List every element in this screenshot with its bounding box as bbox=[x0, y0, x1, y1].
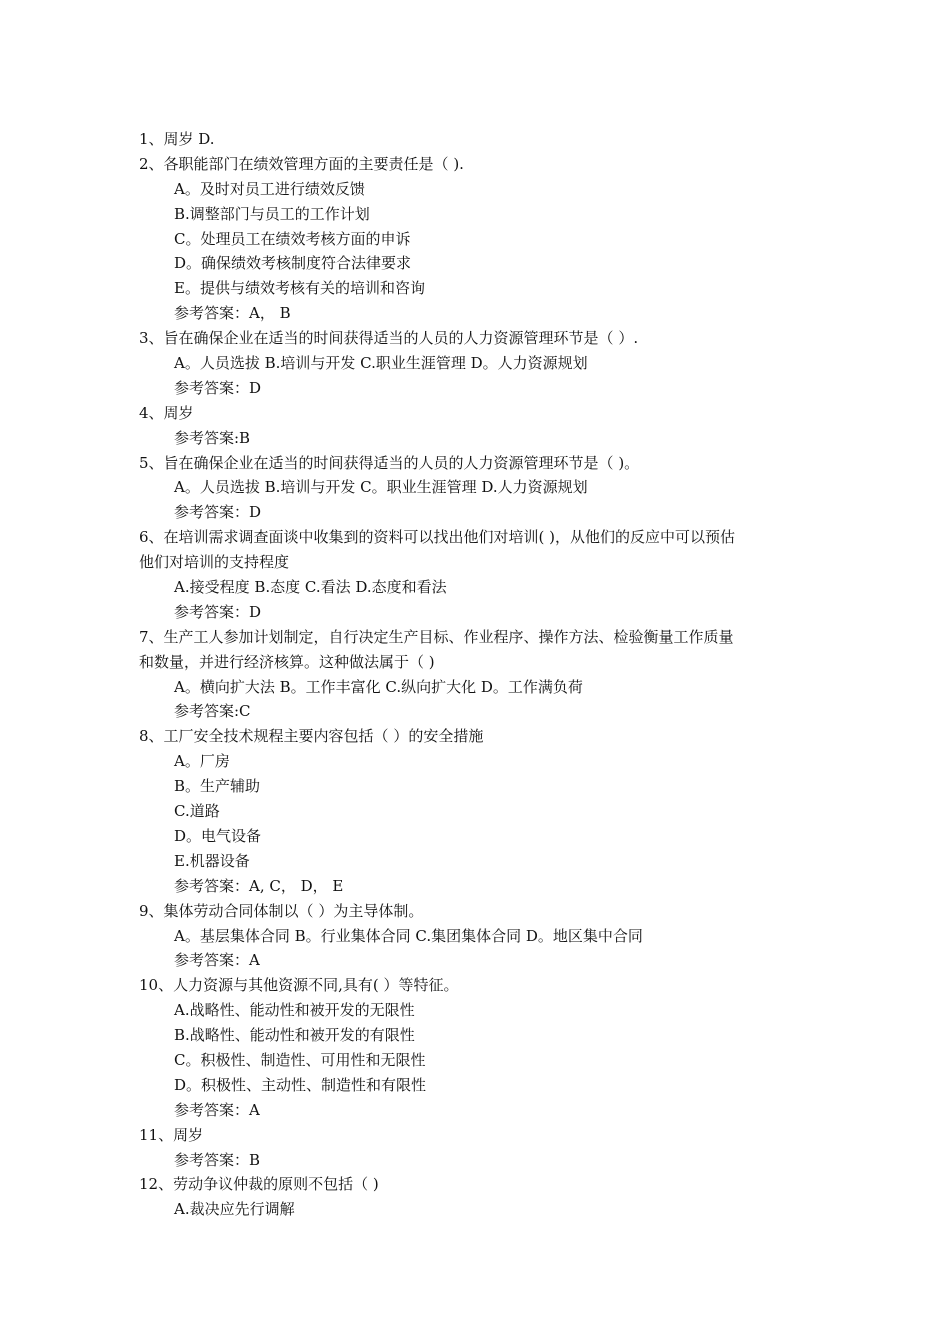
option-line: 参考答案：B bbox=[174, 1150, 261, 1169]
question-line: 9、集体劳动合同体制以（ ）为主导体制。 bbox=[139, 901, 424, 920]
option-line: A。人员选拔 B.培训与开发 C。职业生涯管理 D.人力资源规划 bbox=[174, 478, 588, 497]
question-line: 5、旨在确保企业在适当的时间获得适当的人员的人力资源管理环节是（ )。 bbox=[139, 453, 640, 472]
option-line: D。积极性、主动性、制造性和有限性 bbox=[174, 1075, 427, 1094]
option-line: 参考答案:B bbox=[174, 428, 251, 447]
option-line: A。横向扩大法 B。工作丰富化 C.纵向扩大化 D。工作满负荷 bbox=[174, 677, 583, 696]
option-line: 参考答案：A bbox=[174, 951, 260, 970]
option-line: B.战略性、能动性和被开发的有限性 bbox=[174, 1026, 415, 1045]
option-line: E。提供与绩效考核有关的培训和咨询 bbox=[174, 279, 425, 298]
option-line: 参考答案：A bbox=[174, 1100, 260, 1119]
option-line: A。及时对员工进行绩效反馈 bbox=[174, 179, 365, 198]
option-line: A。厂房 bbox=[174, 752, 230, 771]
option-line: 参考答案：A, C， D， E bbox=[174, 876, 344, 895]
option-line: 参考答案：D bbox=[174, 602, 262, 621]
question-line: 8、工厂安全技术规程主要内容包括（ ）的安全措施 bbox=[139, 727, 484, 746]
question-line: 3、旨在确保企业在适当的时间获得适当的人员的人力资源管理环节是（ ）. bbox=[139, 329, 639, 348]
option-line: 参考答案：A， B bbox=[174, 304, 291, 323]
option-line: C。积极性、制造性、可用性和无限性 bbox=[174, 1050, 426, 1069]
question-list bbox=[139, 127, 829, 1222]
question-line: 4、周岁 bbox=[139, 403, 194, 422]
question-line: 和数量，并进行经济核算。这种做法属于（ ) bbox=[139, 652, 435, 671]
option-line: A.接受程度 B.态度 C.看法 D.态度和看法 bbox=[174, 578, 447, 597]
question-line: 2、各职能部门在绩效管理方面的主要责任是（ ). bbox=[139, 154, 464, 173]
question-line: 7、生产工人参加计划制定，自行决定生产目标、作业程序、操作方法、检验衡量工作质量 bbox=[139, 627, 734, 646]
option-line: C。处理员工在绩效考核方面的申诉 bbox=[174, 229, 411, 248]
question-line: 他们对培训的支持程度 bbox=[139, 553, 290, 572]
option-line: B。生产辅助 bbox=[174, 777, 261, 796]
option-line: 参考答案：D bbox=[174, 378, 262, 397]
option-line: C.道路 bbox=[174, 802, 220, 821]
option-line: B.调整部门与员工的工作计划 bbox=[174, 204, 370, 223]
question-line: 11、周岁 bbox=[139, 1125, 204, 1144]
option-line: A。人员选拔 B.培训与开发 C.职业生涯管理 D。人力资源规划 bbox=[174, 354, 588, 373]
question-line: 1、周岁 D. bbox=[139, 130, 215, 148]
question-line: 6、在培训需求调查面谈中收集到的资料可以找出他们对培训( )，从他们的反应中可以预估 bbox=[139, 528, 736, 547]
option-line: D。确保绩效考核制度符合法律要求 bbox=[174, 254, 412, 273]
option-line: D。电气设备 bbox=[174, 826, 262, 845]
option-line: 参考答案：D bbox=[174, 503, 262, 522]
option-line: A。基层集体合同 B。行业集体合同 C.集团集体合同 D。地区集中合同 bbox=[174, 926, 643, 945]
question-line: 10、人力资源与其他资源不同,具有( ）等特征。 bbox=[139, 976, 459, 995]
option-line: A.战略性、能动性和被开发的无限性 bbox=[174, 1001, 415, 1020]
option-line: A.裁决应先行调解 bbox=[174, 1200, 295, 1219]
option-line: E.机器设备 bbox=[174, 851, 250, 870]
option-line: 参考答案:C bbox=[174, 702, 251, 721]
question-line: 12、劳动争议仲裁的原则不包括（ ) bbox=[139, 1175, 379, 1194]
